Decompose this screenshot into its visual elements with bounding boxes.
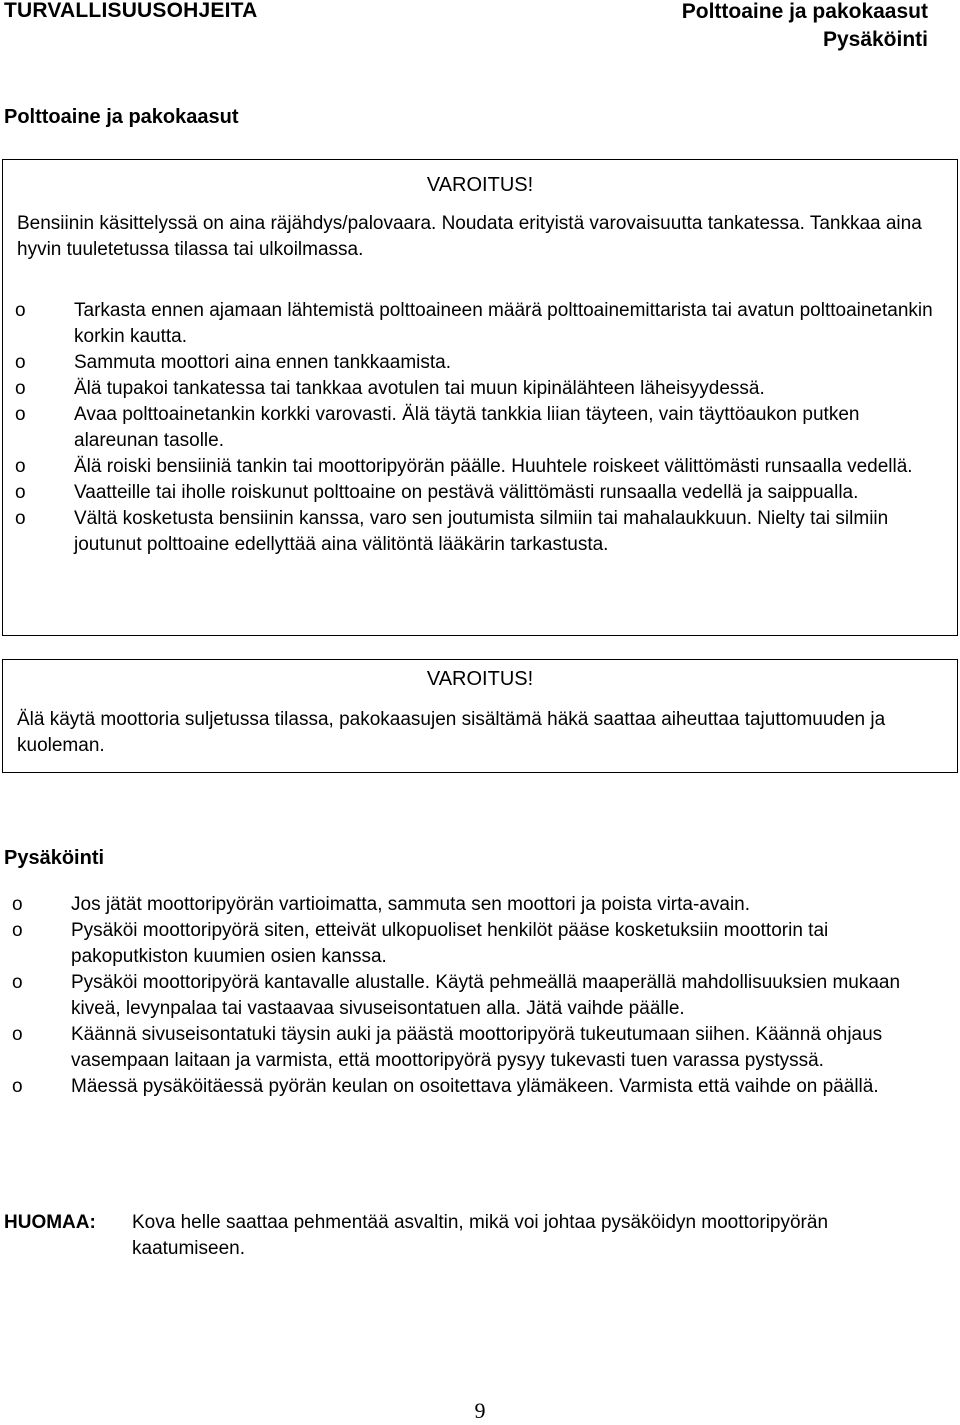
- bullet-marker: o: [15, 482, 26, 503]
- bullet-marker: o: [12, 1076, 23, 1097]
- bullet-marker: o: [15, 404, 26, 425]
- fuel-warning-text: Bensiinin käsittelyssä on aina räjähdys/palovaara. Noudata erityistä varovaisuutta tankatessa. Tankkaa aina hyvin tuuletetussa tilassa tai ulkoilmassa.: [17, 213, 922, 260]
- bullet-marker: o: [15, 300, 26, 321]
- list-item: o Jos jätät moottoripyörän vartioimatta, sammuta sen moottori ja poista virta-avain.: [0, 892, 944, 918]
- bullet-marker: o: [12, 894, 23, 915]
- header-topic-fuel: Polttoaine ja pakokaasut: [681, 0, 928, 23]
- list-item: o Vältä kosketusta bensiinin kanssa, varo sen joutumista silmiin tai mahalaukkuun. Nielty tai silmiin joutunut polttoaine edellyttää aina välitöntä lääkärin tarkastusta.: [15, 508, 889, 555]
- header-topics: [682, 0, 928, 54]
- fuel-section-title: Polttoaine ja pakokaasut: [4, 106, 239, 128]
- list-item: o Älä tupakoi tankatessa tai tankkaa avotulen tai muun kipinälähteen läheisyydessä.: [3, 376, 943, 402]
- list-item: o Tarkasta ennen ajamaan lähtemistä polttoaineen määrä polttoainemittarista tai avatun polttoainetankin korkin kautta.: [15, 300, 933, 347]
- bullet-marker: o: [15, 352, 26, 373]
- list-item: o Sammuta moottori aina ennen tankkaamista.: [3, 350, 943, 376]
- note-label: HUOMAA:: [4, 1212, 96, 1233]
- list-item: o Mäessä pysäköitäessä pyörän keulan on osoitettava ylämäkeen. Varmista että vaihde on päällä.: [0, 1074, 944, 1100]
- fuel-warning-list: [3, 298, 943, 558]
- list-item: o Älä roiski bensiiniä tankin tai moottoripyörän päälle. Huuhtele roiskeet välittömästi runsaalla vedellä.: [3, 454, 943, 480]
- parking-section-title: Pysäköinti: [4, 847, 105, 869]
- page-number: 9: [474, 1398, 486, 1423]
- header-topic-parking: Pysäköinti: [822, 28, 928, 51]
- list-item: o Vaatteille tai iholle roiskunut polttoaine on pestävä välittömästi runsaalla vedellä ja saippualla.: [3, 480, 943, 506]
- list-item: o Pysäköi moottoripyörä siten, etteivät ulkopuoliset henkilöt pääse kosketuksiin moottorin tai pakoputkiston kuumien osien kanssa.: [12, 920, 829, 967]
- bullet-marker: o: [12, 920, 23, 941]
- exhaust-warning-box: [2, 659, 958, 773]
- fuel-warning-title: VAROITUS!: [426, 174, 534, 196]
- parking-note: [4, 1210, 944, 1262]
- bullet-marker: o: [12, 1024, 23, 1045]
- bullet-marker: o: [15, 456, 26, 477]
- list-item: o Avaa polttoainetankin korkki varovasti. Älä täytä tankkia liian täyteen, vain täyttöaukon putken alareunan tasolle.: [15, 404, 860, 451]
- fuel-warning-box: [2, 159, 958, 636]
- exhaust-warning-text: Älä käytä moottoria suljetussa tilassa, pakokaasujen sisältämä häkä saattaa aiheuttaa tajuttomuuden ja kuoleman.: [17, 709, 886, 756]
- bullet-marker: o: [15, 378, 26, 399]
- note-text: Kova helle saattaa pehmentää asvaltin, mikä voi johtaa pysäköidyn moottoripyörän kaatumiseen.: [132, 1212, 829, 1259]
- bullet-marker: o: [15, 508, 26, 529]
- header-category: TURVALLISUUSOHJEITA: [4, 0, 258, 22]
- list-item: o Pysäköi moottoripyörä kantavalle alustalle. Käytä pehmeällä maaperällä mahdollisuuksien mukaan kiveä, levynpalaa tai vastaavaa sivuseisontatuen alla. Jätä vaihde päälle.: [12, 972, 901, 1019]
- list-item: o Käännä sivuseisontatuki täysin auki ja päästä moottoripyörä tukeutumaan siihen. Käännä ohjaus vasempaan laitaan ja varmista, että moottoripyörä pysyy tukevasti tuen varassa pystyssä.: [12, 1024, 883, 1071]
- exhaust-warning-title: VAROITUS!: [426, 668, 534, 690]
- bullet-marker: o: [12, 972, 23, 993]
- parking-list: [0, 892, 944, 1100]
